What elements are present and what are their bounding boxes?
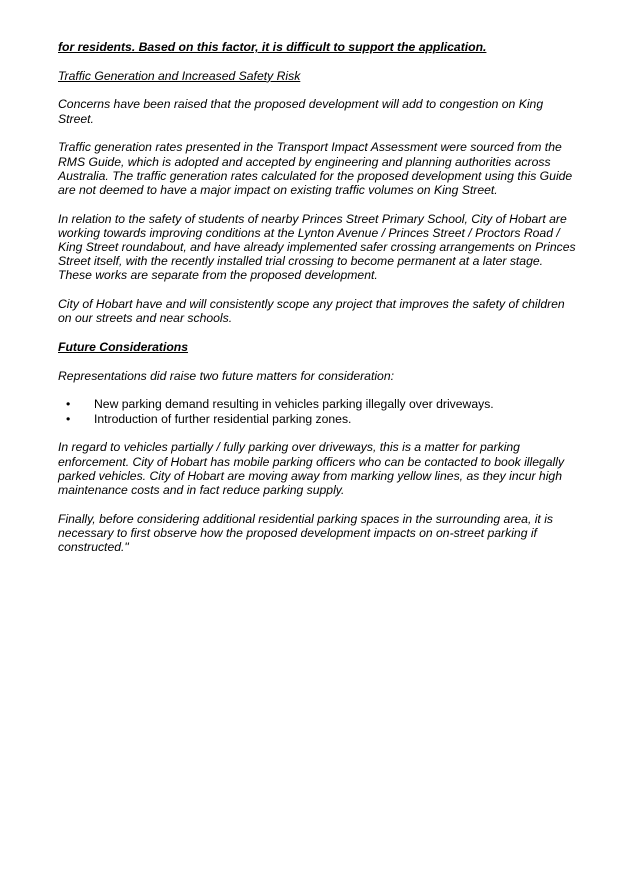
paragraph-traffic-rates: Traffic generation rates presented in the Transport Impact Assessment were sourced from the RMS Guide, which is adopted and accepted by engineering and planning authorities across Australia. The traffic generation rates calculated for the proposed development using this Guide are not deemed to have a major impact on existing traffic volumes on King Street. — [58, 140, 573, 197]
paragraph-finally: Finally, before considering additional residential parking spaces in the surrounding area, it is necessary to first observe how the proposed development impacts on on-street parking if constructed." — [58, 511, 554, 555]
document-body — [58, 40, 578, 569]
bullet-icon: • — [66, 397, 71, 412]
continuation-line: for residents. Based on this factor, it is difficult to support the application. — [58, 40, 487, 54]
list-item — [58, 412, 578, 426]
paragraph-safety-scope: City of Hobart have and will consistently scope any project that improves the safety of children on our streets and near schools. — [58, 297, 565, 326]
paragraph-representations: Representations did raise two future matters for consideration: — [58, 368, 395, 383]
future-matters-list — [58, 397, 578, 425]
future-considerations-heading: Future Considerations — [58, 340, 189, 355]
paragraph-school-safety: In relation to the safety of students of nearby Princes Street Primary School, City of Hobart are working towards improving conditions at the Lynton Avenue / Princes Street / Proctors Road / King Street roundabout, and have already implemented safer crossing arrangements on Princes Street itself, with the recently installed trial crossing to become permanent at a later stage. These works are separate from the proposed development. — [58, 211, 576, 283]
paragraph-congestion: Concerns have been raised that the proposed development will add to congestion on King Street. — [58, 97, 544, 126]
list-item-text: Introduction of further residential parking zones. — [94, 411, 352, 426]
traffic-heading: Traffic Generation and Increased Safety Risk — [58, 68, 301, 83]
bullet-icon: • — [66, 411, 71, 426]
list-item — [58, 397, 578, 411]
paragraph-driveways: In regard to vehicles partially / fully parking over driveways, this is a matter for parking enforcement. City of Hobart has mobile parking officers who can be contacted to book illegally parked vehicles. City of Hobart are moving away from marking yellow lines, as they incur high maintenance costs and in fact reduce parking supply. — [58, 440, 565, 497]
list-item-text: New parking demand resulting in vehicles parking illegally over driveways. — [94, 397, 494, 412]
